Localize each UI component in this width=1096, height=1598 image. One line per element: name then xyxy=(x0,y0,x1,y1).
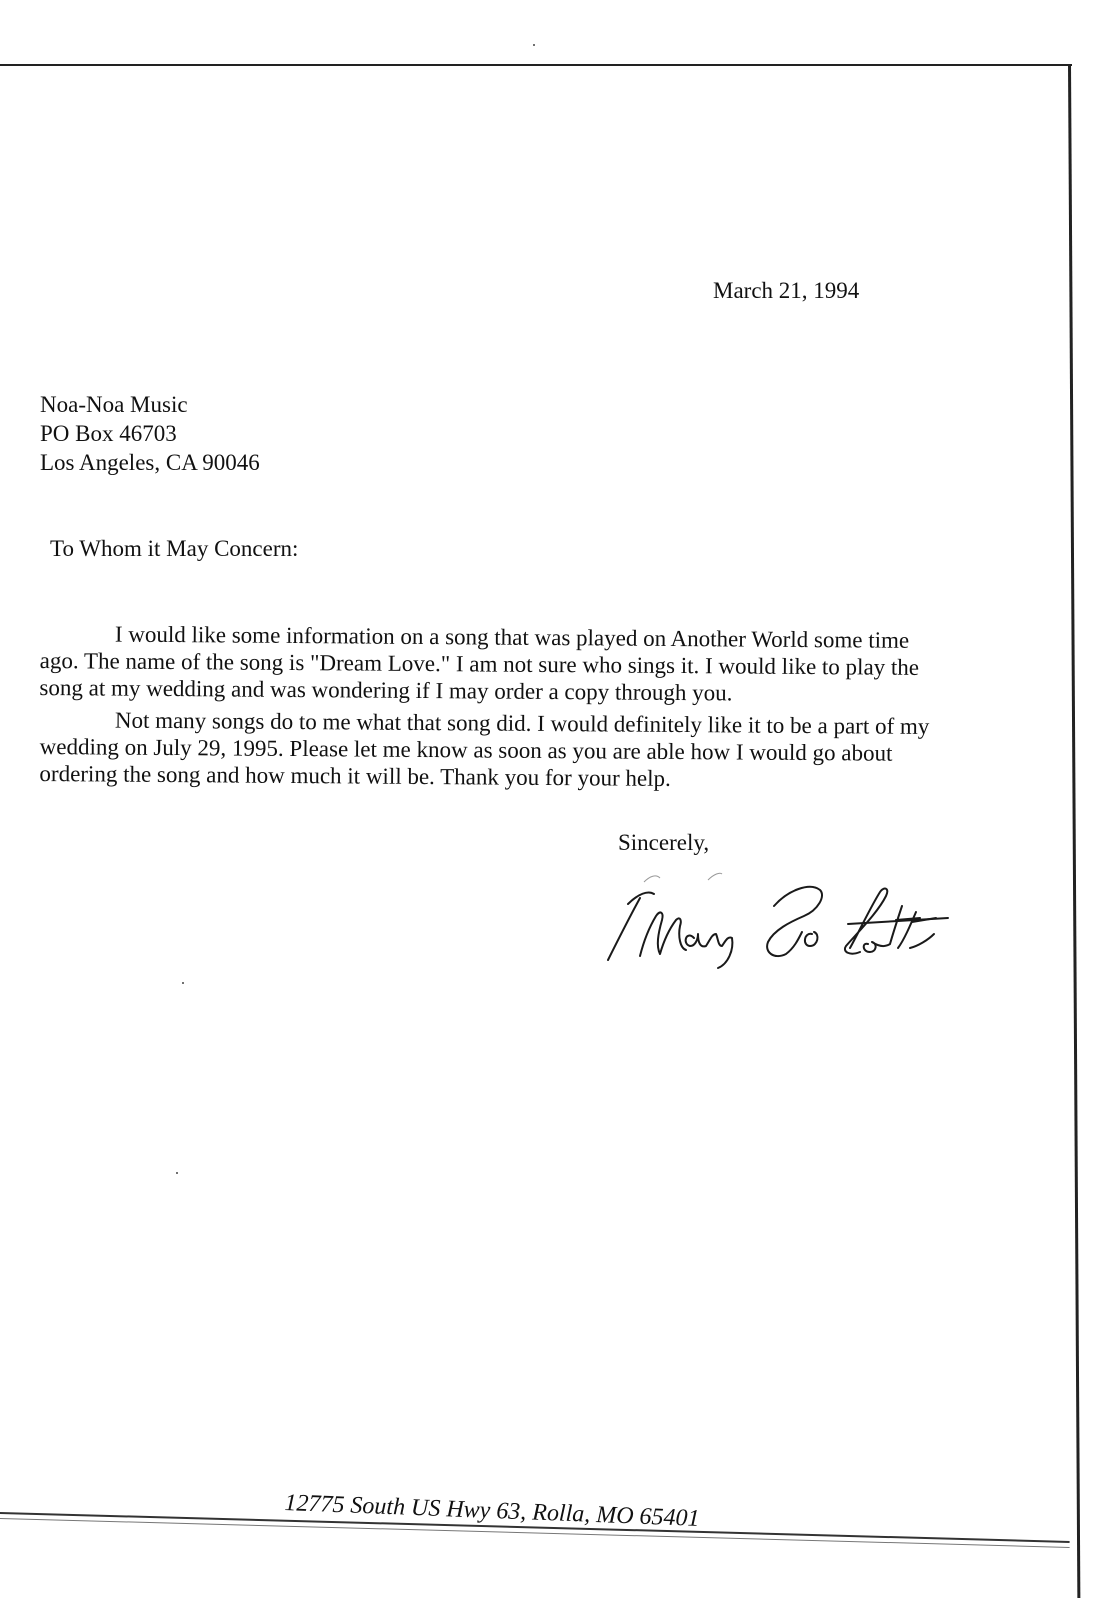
paragraph-1-line-1: I would like some information on a song that was played on Another World some time xyxy=(114,621,910,653)
recipient-name: Noa-Noa Music xyxy=(40,392,188,417)
letter-date: March 21, 1994 xyxy=(713,278,860,303)
right-border-line xyxy=(1068,64,1080,1598)
handwritten-signature xyxy=(598,860,958,970)
paragraph-1-line-2: ago. The name of the song is "Dream Love." I am not sure who sings it. I would like to play the xyxy=(39,647,920,680)
top-border-line xyxy=(0,64,1072,66)
body-paragraph-2 xyxy=(39,706,980,794)
body-paragraph-1 xyxy=(39,620,980,708)
closing: Sincerely, xyxy=(618,830,710,855)
paragraph-2-line-2: wedding on July 29, 1995. Please let me know as soon as you are able how I would go about xyxy=(39,733,893,766)
paragraph-1-line-3: song at my wedding and was wondering if I may order a copy through you. xyxy=(39,674,733,706)
footer-address: 12775 South US Hwy 63, Rolla, MO 65401 xyxy=(284,1490,701,1532)
recipient-address-line1: PO Box 46703 xyxy=(40,421,177,446)
paragraph-2-line-1: Not many songs do to me what that song did. I would definitely like it to be a part of my xyxy=(114,707,930,739)
scan-speck xyxy=(176,1172,178,1174)
salutation: To Whom it May Concern: xyxy=(50,536,299,561)
scan-speck xyxy=(182,982,184,984)
recipient-address-line2: Los Angeles, CA 90046 xyxy=(40,450,260,475)
paragraph-2-line-3: ordering the song and how much it will be. Thank you for your help. xyxy=(39,760,671,791)
scan-speck xyxy=(533,44,535,46)
recipient-address xyxy=(40,390,260,477)
